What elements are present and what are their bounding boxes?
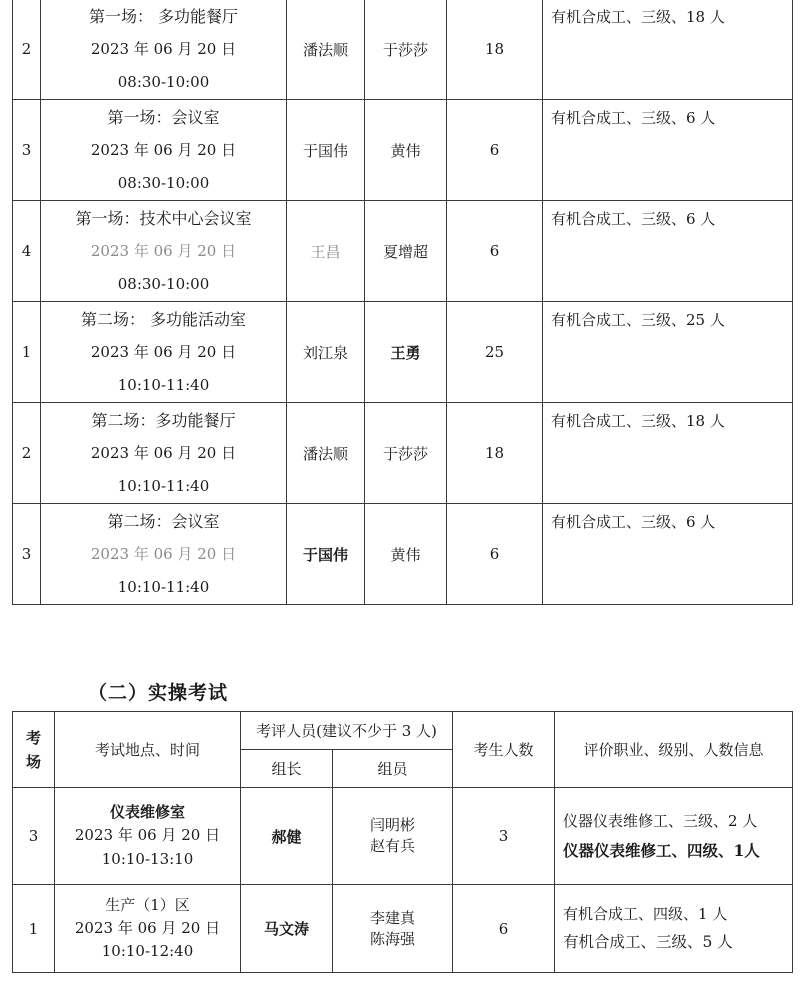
leader-name: 潘法顺 [287, 0, 365, 100]
member-name: 李建真 [370, 908, 416, 927]
member-names [333, 788, 453, 885]
member-names [333, 885, 453, 973]
practical-exam-table [12, 711, 793, 973]
exam-date: 2023 年 06 月 20 日 [74, 826, 221, 845]
table-row [13, 0, 793, 100]
exam-time: 08:30-10:00 [117, 274, 210, 293]
exam-location-time [41, 0, 287, 100]
exam-time: 08:30-10:00 [117, 72, 210, 91]
room-number: 4 [13, 201, 41, 302]
member-name: 赵有兵 [370, 837, 416, 855]
room-number: 2 [13, 403, 41, 504]
table-row [13, 885, 793, 973]
candidate-count: 3 [453, 788, 555, 885]
exam-location-time [41, 302, 287, 403]
exam-date: 2023 年 06 月 20 日 [90, 241, 237, 260]
exam-location-time [55, 788, 241, 885]
candidate-count: 18 [447, 0, 543, 100]
room-number: 1 [13, 885, 55, 973]
member-name: 陈海强 [370, 929, 416, 948]
location-name: 第一场：会议室 [107, 107, 220, 127]
room-number: 3 [13, 100, 41, 201]
table-row [13, 100, 793, 201]
room-number: 3 [13, 788, 55, 885]
header-info: 评价职业、级别、人数信息 [555, 712, 793, 788]
header-room [13, 712, 55, 788]
evaluation-info: 有机合成工、三级、18 人 [543, 0, 793, 100]
location-name: 生产（1）区 [105, 895, 190, 914]
leader-name: 郝健 [241, 788, 333, 885]
location-name: 第一场： 多功能餐厅 [88, 6, 239, 26]
candidate-count: 6 [447, 201, 543, 302]
leader-name: 王昌 [287, 201, 365, 302]
location-name: 第一场：技术中心会议室 [75, 208, 252, 228]
leader-name: 刘江泉 [287, 302, 365, 403]
member-name: 闫明彬 [370, 816, 416, 834]
table-row [13, 788, 793, 885]
candidate-count: 6 [447, 100, 543, 201]
exam-location-time [41, 201, 287, 302]
exam-location-time [41, 100, 287, 201]
header-members: 组员 [333, 750, 453, 788]
room-number: 3 [13, 504, 41, 605]
location-name: 第二场：会议室 [107, 511, 220, 531]
exam-date: 2023 年 06 月 20 日 [90, 342, 237, 361]
location-name: 第二场： 多功能活动室 [80, 309, 247, 329]
written-exam-table [12, 0, 793, 605]
table-row [13, 302, 793, 403]
candidate-count: 18 [447, 403, 543, 504]
exam-time: 10:10-11:40 [117, 577, 210, 596]
evaluation-info: 有机合成工、三级、25 人 [543, 302, 793, 403]
leader-name: 于国伟 [287, 100, 365, 201]
section-title: （二）实操考试 [88, 682, 229, 704]
exam-date: 2023 年 06 月 20 日 [90, 443, 237, 462]
info-line: 有机合成工、四级、1 人 [563, 904, 728, 923]
exam-time: 08:30-10:00 [117, 173, 210, 192]
table-header-row [13, 712, 793, 750]
candidate-count: 6 [453, 885, 555, 973]
member-name: 黄伟 [365, 504, 447, 605]
leader-name: 于国伟 [287, 504, 365, 605]
table-row [13, 201, 793, 302]
header-room-label: 考场 [25, 728, 41, 771]
location-name: 仪表维修室 [109, 803, 185, 822]
exam-location-time [55, 885, 241, 973]
exam-date: 2023 年 06 月 20 日 [90, 544, 237, 563]
evaluation-info: 有机合成工、三级、6 人 [543, 504, 793, 605]
member-name: 夏增超 [365, 201, 447, 302]
table-row [13, 504, 793, 605]
info-line: 有机合成工、三级、5 人 [563, 933, 733, 952]
exam-time: 10:10-11:40 [117, 476, 210, 495]
info-line: 仪器仪表维修工、三级、2 人 [563, 812, 758, 831]
header-leader: 组长 [241, 750, 333, 788]
room-number: 2 [13, 0, 41, 100]
leader-name: 潘法顺 [287, 403, 365, 504]
evaluation-info [555, 885, 793, 973]
exam-time: 10:10-12:40 [101, 942, 194, 961]
header-location: 考试地点、时间 [55, 712, 241, 788]
exam-date: 2023 年 06 月 20 日 [90, 39, 237, 58]
leader-name: 马文涛 [241, 885, 333, 973]
info-line: 仪器仪表维修工、四级、1人 [563, 840, 760, 860]
member-name: 于莎莎 [365, 403, 447, 504]
room-number: 1 [13, 302, 41, 403]
table-row [13, 403, 793, 504]
header-count: 考生人数 [453, 712, 555, 788]
member-name: 王勇 [365, 302, 447, 403]
location-name: 第二场：多功能餐厅 [91, 410, 236, 430]
candidate-count: 25 [447, 302, 543, 403]
member-name: 黄伟 [365, 100, 447, 201]
exam-time: 10:10-13:10 [101, 849, 194, 868]
evaluation-info: 有机合成工、三级、18 人 [543, 403, 793, 504]
member-name: 于莎莎 [365, 0, 447, 100]
exam-time: 10:10-11:40 [117, 375, 210, 394]
candidate-count: 6 [447, 504, 543, 605]
exam-location-time [41, 504, 287, 605]
evaluation-info: 有机合成工、三级、6 人 [543, 100, 793, 201]
exam-date: 2023 年 06 月 20 日 [74, 918, 221, 937]
evaluation-info [555, 788, 793, 885]
exam-date: 2023 年 06 月 20 日 [90, 140, 237, 159]
evaluation-info: 有机合成工、三级、6 人 [543, 201, 793, 302]
header-evaluators: 考评人员(建议不少于 3 人) [241, 712, 453, 750]
exam-location-time [41, 403, 287, 504]
